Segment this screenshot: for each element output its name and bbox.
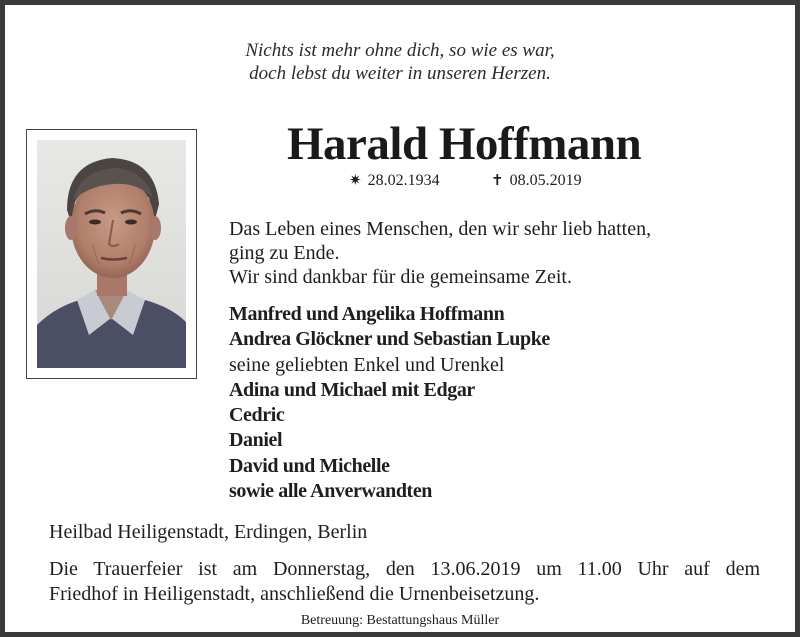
funeral-info <box>49 557 760 607</box>
places-line: Heilbad Heiligenstadt, Erdingen, Berlin <box>49 521 368 543</box>
mourner-line: Manfred und Angelika Hoffmann <box>229 303 505 325</box>
portrait-frame <box>26 129 197 379</box>
mourners-list <box>229 302 550 504</box>
memorial-verse <box>5 39 795 85</box>
birth-date <box>349 171 440 190</box>
funeral-home-credit: Betreuung: Bestattungshaus Müller <box>300 613 500 628</box>
death-date-value: 08.05.2019 <box>509 172 582 189</box>
funeral-info-line-2: Friedhof in Heiligenstadt, anschließend die Urnenbeisetzung. <box>49 583 540 605</box>
intro-line: Das Leben eines Menschen, den wir sehr lieb hatten, <box>229 218 652 240</box>
mourner-line: Andrea Glöckner und Sebastian Lupke <box>229 328 550 351</box>
portrait-photo <box>37 140 186 368</box>
intro-line: ging zu Ende. <box>229 242 340 264</box>
deceased-name: Harald Hoffmann <box>287 118 642 170</box>
birth-date-value: 28.02.1934 <box>367 172 440 189</box>
cross-icon: ✝ <box>491 173 504 189</box>
death-date <box>491 171 582 190</box>
verse-line-2: doch lebst du weiter in unseren Herzen. <box>249 63 551 84</box>
intro-text <box>229 217 651 289</box>
mourner-line: Cedric <box>229 404 285 427</box>
birth-star-icon: ✷ <box>349 173 362 189</box>
intro-line: Wir sind dankbar für die gemeinsame Zeit. <box>229 266 572 288</box>
mourner-line: David und Michelle <box>229 454 390 477</box>
mourner-line: seine geliebten Enkel und Urenkel <box>229 353 505 376</box>
mourner-line: sowie alle Anverwandten <box>229 480 433 503</box>
funeral-info-line-1: Die Trauerfeier ist am Donnerstag, den 13.06.2019 um 11.00 Uhr auf dem <box>49 558 760 580</box>
mourner-line: Adina und Michael mit Edgar <box>229 378 475 401</box>
mourner-line: Daniel <box>229 429 283 452</box>
verse-line-1: Nichts ist mehr ohne dich, so wie es war, <box>245 40 555 61</box>
